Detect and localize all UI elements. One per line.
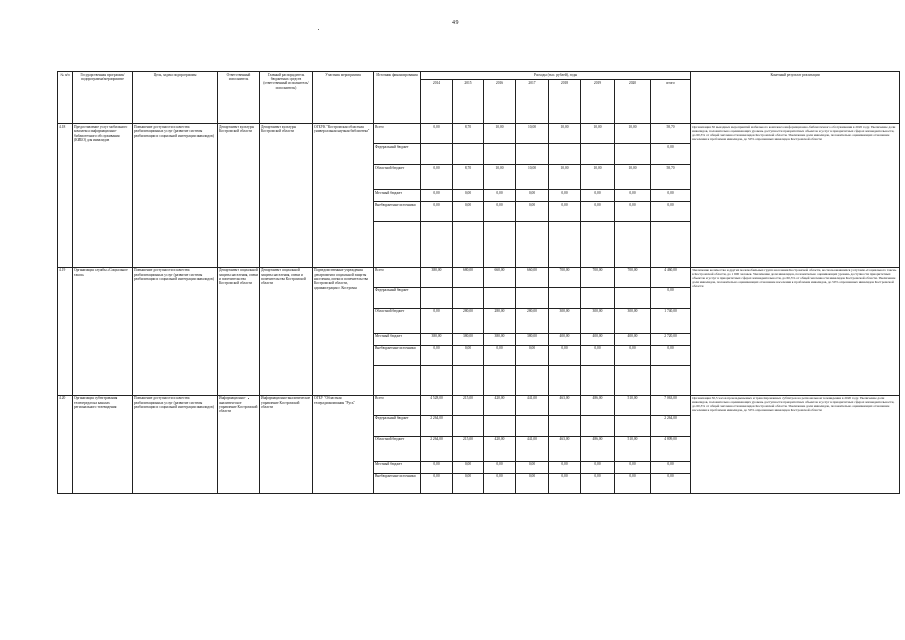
cost-cell: 8,70 [453,124,484,144]
goal-text: Повышение доступности и качества реабилитационных услуг (развитие системы реабилитации и социальной интеграции инвалидов) [133,395,218,493]
cost-cell: 700,00 [549,267,581,287]
cost-cell: 0,00 [484,202,516,222]
cost-total-cell: 4 809,00 [651,436,691,461]
cost-cell: 0,00 [581,473,615,493]
cost-cell [516,415,549,436]
cost-cell: 0,00 [549,473,581,493]
cost-cell: 463,00 [549,436,581,461]
table-body [58,124,900,493]
funding-source: Областной бюджет [374,165,421,190]
program-name: Предоставление услуг мобильного комплекса информационно-библиотечного обслуживания (КИБО) для инвалидов [73,124,133,267]
program-name: Организация субтитрования телепередач на каналах регионального телевидения [73,395,133,493]
cost-cell: 10,00 [615,124,651,144]
cost-total-cell: 0,00 [651,345,691,365]
cost-cell: 8,70 [453,165,484,190]
cost-cell: 10,00 [516,124,549,144]
cost-total-cell: 0,00 [651,287,691,308]
cost-cell [421,287,453,308]
participant-name: ОГБУ "Областная телерадиокомпания "Русь" [313,395,374,493]
funding-source: Внебюджетные источники [374,345,421,365]
cost-cell [484,287,516,308]
cost-cell: 215,00 [453,436,484,461]
funding-source: Местный бюджет [374,333,421,345]
spacer-cell [374,365,421,395]
header-participant: Участник мероприятия [313,72,374,124]
header-year: 2020 [615,80,651,124]
cost-cell: 420,00 [484,395,516,415]
spacer-cell [453,365,484,395]
cost-cell: 0,00 [615,202,651,222]
cost-cell: 0,00 [516,473,549,493]
budget-manager: Департамент культуры Костромской области [260,124,313,267]
program-name: Организация службы «Социальное такси» [73,267,133,395]
cost-cell: 400,00 [549,333,581,345]
financing-table [57,71,900,494]
header-row [58,72,900,80]
cost-total-cell: 0,00 [651,190,691,202]
spacer-cell [581,222,615,267]
cost-cell [516,287,549,308]
cost-cell: 400,00 [615,333,651,345]
cost-total-cell: 58,70 [651,124,691,144]
cost-cell [484,144,516,165]
spacer-cell [615,365,651,395]
cost-cell: 0,00 [549,190,581,202]
funding-source: Местный бюджет [374,461,421,473]
cost-cell: 441,00 [516,395,549,415]
cost-cell [549,415,581,436]
cost-cell: 10,00 [549,165,581,190]
cost-cell: 10,00 [549,124,581,144]
table-row [58,267,900,287]
spacer-cell [484,222,516,267]
spacer-cell [516,222,549,267]
funding-source: Внебюджетные источники [374,202,421,222]
spacer-cell [651,222,691,267]
cost-cell: 380,00 [453,333,484,345]
header-goal: Цель, задача подпрограммы [133,72,218,124]
responsible-executor: Департамент социальной защиты населения, опеки и попечительства Костромской области [218,267,260,395]
cost-cell: 10,00 [581,124,615,144]
cost-cell [421,144,453,165]
cost-cell: 0,00 [549,461,581,473]
cost-cell: 10,00 [581,165,615,190]
cost-total-cell: 0,00 [651,461,691,473]
cost-cell: 0,00 [581,461,615,473]
header-responsible: Ответственный исполнитель [218,72,260,124]
cost-cell: 660,00 [516,267,549,287]
cost-total-cell: 2 264,00 [651,415,691,436]
row-number: 4.19 [58,267,73,395]
cost-cell [453,287,484,308]
cost-cell: 215,00 [453,395,484,415]
cost-cell: 700,00 [581,267,615,287]
cost-cell: 0,00 [453,202,484,222]
cost-cell: 0,00 [421,308,453,333]
funding-source: Внебюджетные источники [374,473,421,493]
cost-cell [484,415,516,436]
cost-cell: 380,00 [484,333,516,345]
cost-cell: 0,00 [549,202,581,222]
header-year: 2016 [484,80,516,124]
cost-cell: 4 528,00 [421,395,453,415]
cost-cell: 0,00 [484,190,516,202]
cost-cell: 486,00 [581,395,615,415]
spacer-cell [421,365,453,395]
cost-cell [549,144,581,165]
header-num: № п/п [58,72,73,124]
page-number: 49 [452,20,459,26]
cost-cell: 10,00 [516,165,549,190]
cost-cell: 2 264,00 [421,436,453,461]
responsible-executor: Информационно-аналитическое управление Костромской области [218,395,260,493]
cost-cell: 486,00 [581,436,615,461]
result-description: Организация 30 выездных мероприятий мобильного комплекса информационно-библиотечного обслуживания в 2020 году. Увеличение доли инвалидов, положительно оценивающих уровень доступности приоритетных объектов и услуг в приоритетных сферах жизнедеятельности, до 60,3% от общей численности инвалидов Костромской области. Увеличение доли инвалидов, положительно оценивающих отношение населения к проблемам инвалидов, до 50% опрошенных инвалидов Костромской области [691,124,900,267]
table-row [58,124,900,144]
cost-cell: 380,00 [421,333,453,345]
cost-cell: 300,00 [615,308,651,333]
cost-cell: 510,00 [615,395,651,415]
cost-cell: 0,00 [615,473,651,493]
funding-source: Всего [374,395,421,415]
cost-cell: 0,00 [484,473,516,493]
cost-total-cell: 0,00 [651,202,691,222]
funding-source: Всего [374,267,421,287]
funding-source: Федеральный бюджет [374,287,421,308]
spacer-cell [453,222,484,267]
cost-cell: 660,00 [484,267,516,287]
cost-cell: 0,00 [421,202,453,222]
spacer-cell [516,365,549,395]
cost-cell: 0,00 [581,190,615,202]
funding-source: Областной бюджет [374,308,421,333]
cost-cell: 0,00 [549,345,581,365]
header-year: 2015 [453,80,484,124]
cost-cell [453,144,484,165]
cost-cell: 380,00 [516,333,549,345]
cost-cell [453,415,484,436]
cost-cell: 2 264,00 [421,415,453,436]
spacer-cell [484,365,516,395]
cost-cell: 700,00 [615,267,651,287]
header-year: 2018 [549,80,581,124]
participant-name: ОГБУК "Костромская областная универсальная научная библиотека" [313,124,374,267]
cost-total-cell: 1 740,00 [651,308,691,333]
spacer-cell [374,222,421,267]
cost-cell: 510,00 [615,436,651,461]
cost-cell [581,415,615,436]
spacer-cell [581,365,615,395]
cost-cell: 0,00 [421,345,453,365]
cost-cell: 0,00 [421,473,453,493]
cost-cell: 0,00 [615,190,651,202]
cost-cell [615,144,651,165]
cost-cell: 0,00 [615,345,651,365]
header-manager: Главный распорядитель бюджетных средств (ответственный исполнитель/исполнитель) [260,72,313,124]
cost-cell: 10,00 [484,124,516,144]
cost-cell: 0,00 [421,124,453,144]
header-year-total: итого [651,80,691,124]
cost-total-cell: 58,70 [651,165,691,190]
cost-cell: 300,00 [549,308,581,333]
spacer-cell [421,222,453,267]
cost-cell: 300,00 [581,308,615,333]
cost-cell: 0,00 [516,345,549,365]
row-number: 4.18 [58,124,73,267]
cost-cell [516,144,549,165]
cost-cell: 420,00 [484,436,516,461]
cost-cell: 0,00 [453,345,484,365]
cost-cell: 0,00 [516,461,549,473]
scan-speck [318,29,319,30]
goal-text: Повышение доступности и качества реабилитационных услуг (развитие системы реабилитации и социальной интеграции инвалидов) [133,124,218,267]
header-result: Конечный результат реализации [691,72,900,124]
spacer-cell [549,365,581,395]
cost-total-cell: 4 460,00 [651,267,691,287]
cost-cell: 280,00 [453,308,484,333]
cost-total-cell: 2 720,00 [651,333,691,345]
budget-manager: Департамент социальной защиты населения, опеки и попечительства Костромской области [260,267,313,395]
responsible-executor: Департамент культуры Костромской области [218,124,260,267]
cost-cell [581,287,615,308]
budget-manager: Информационно-аналитическое управление Костромской области [260,395,313,493]
cost-cell: 0,00 [581,202,615,222]
cost-cell: 680,00 [453,267,484,287]
cost-cell: 280,00 [516,308,549,333]
cost-cell: 441,00 [516,436,549,461]
header-year: 2019 [581,80,615,124]
funding-source: Федеральный бюджет [374,144,421,165]
header-year: 2017 [516,80,549,124]
cost-cell: 463,00 [549,395,581,415]
header-year: 2014 [421,80,453,124]
header-program: Государственная программа/подпрограмма/мероприятие [73,72,133,124]
cost-cell: 280,00 [484,308,516,333]
cost-cell [581,144,615,165]
cost-cell: 380,00 [421,267,453,287]
cost-cell [615,415,651,436]
spacer-cell [549,222,581,267]
cost-cell: 10,00 [615,165,651,190]
cost-cell: 0,00 [453,473,484,493]
funding-source: Всего [374,124,421,144]
cost-cell [615,287,651,308]
spacer-cell [615,222,651,267]
cost-total-cell: 0,00 [651,144,691,165]
cost-cell: 0,00 [421,165,453,190]
cost-cell: 0,00 [516,202,549,222]
row-number: 4.20 [58,395,73,493]
cost-cell: 0,00 [484,345,516,365]
cost-cell: 0,00 [421,190,453,202]
funding-source: Местный бюджет [374,190,421,202]
cost-total-cell: 7 063,00 [651,395,691,415]
funding-source: Федеральный бюджет [374,415,421,436]
goal-text: Повышение доступности и качества реабилитационных услуг (развитие системы реабилитации и социальной интеграции инвалидов) [133,267,218,395]
cost-cell: 400,00 [581,333,615,345]
spacer-cell [651,365,691,395]
cost-cell: 0,00 [581,345,615,365]
cost-cell: 0,00 [615,461,651,473]
participant-name: Подведомственные учреждения департамента социальной защиты населения, опеки и попечительства Костромской области, администрация г. Костромы [313,267,374,395]
cost-total-cell: 0,00 [651,473,691,493]
cost-cell: 0,00 [453,461,484,473]
cost-cell: 0,00 [421,461,453,473]
cost-cell [549,287,581,308]
cost-cell: 0,00 [484,461,516,473]
header-source: Источник финансирования [374,72,421,124]
cost-cell: 0,00 [516,190,549,202]
header-costs: Расходы (тыс. рублей), годы [421,72,691,80]
funding-source: Областной бюджет [374,436,421,461]
result-description: Организация 30,5 часов прокладываемых и транслированных субтитров на региональном телевидении в 2020 году. Увеличение доли инвалидов, положительно оценивающих уровень доступности приоритетных объектов и услуг в приоритетных сферах жизнедеятельности, до 60,3% от общей численности инвалидов Костромской области. Увеличение доли инвалидов, положительно оценивающих отношение населения к проблемам инвалидов, до 50% опрошенных инвалидов Костромской области [691,395,900,493]
cost-cell: 10,00 [484,165,516,190]
cost-cell: 0,00 [453,190,484,202]
table-row [58,395,900,415]
result-description: Увеличение количества и других маломобильных групп населения Костромской области, воспользовавшихся услугами «Социального такси» в Костромской области, до 1 600 человек. Увеличение доли инвалидов, положительно оценивающих уровень доступности приоритетных объектов и услуг в приоритетных сферах жизнедеятельности, до 60,3% от общей численности инвалидов Костромской области. Увеличение доли инвалидов, положительно оценивающих отношение населения к проблемам инвалидов, до 50% опрошенных инвалидов Костромской области [691,267,900,395]
